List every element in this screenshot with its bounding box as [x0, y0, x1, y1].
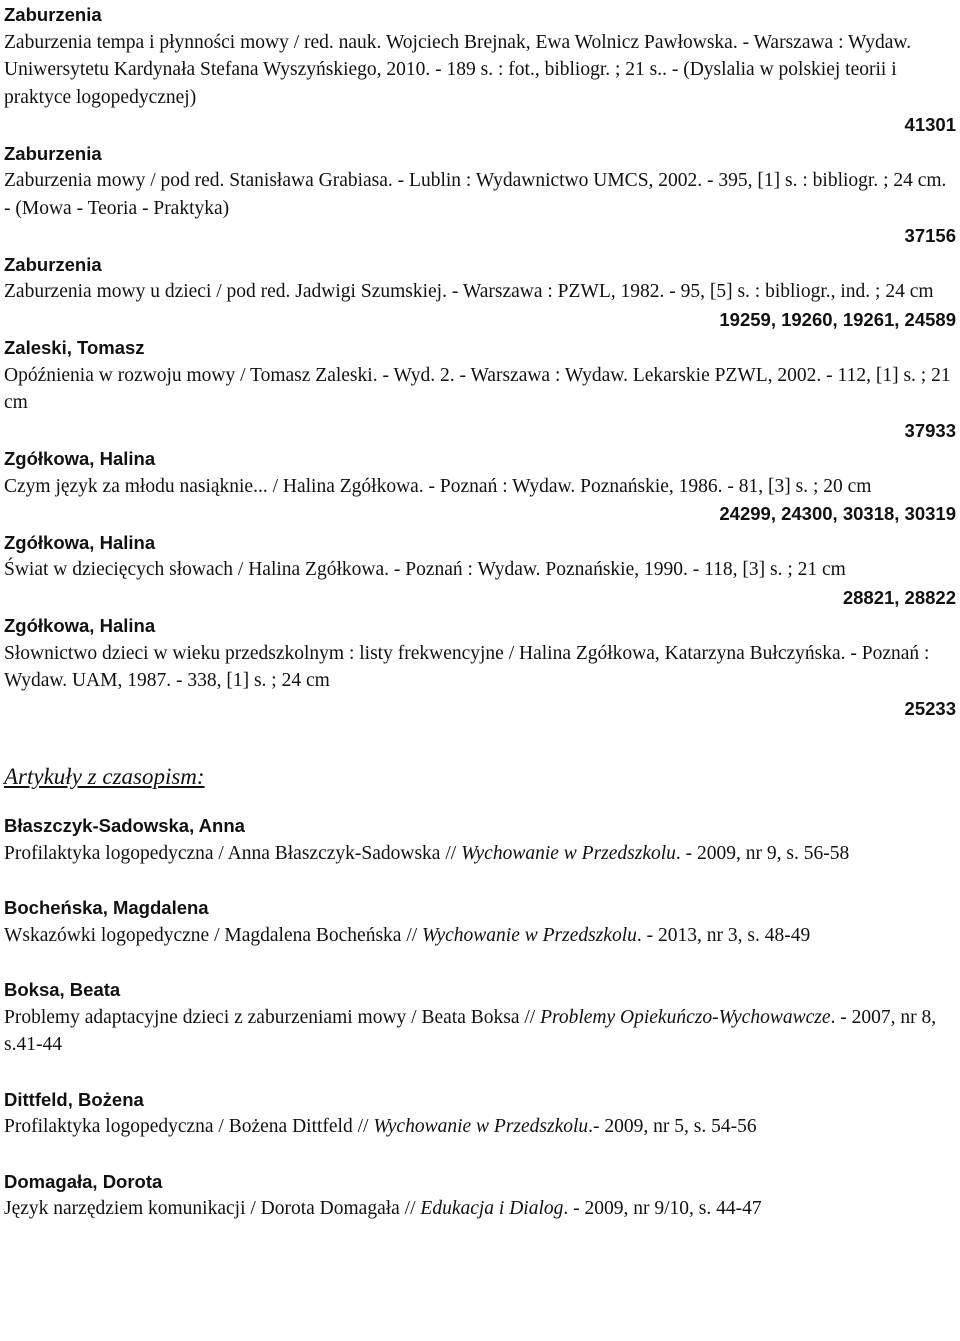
- journal-name: Edukacja i Dialog: [420, 1198, 564, 1219]
- book-signature: 19259, 19260, 19261, 24589: [719, 308, 956, 330]
- article-description: [4, 840, 956, 868]
- article-author: Bocheńska, Magdalena: [4, 897, 209, 918]
- journal-name: Problemy Opiekuńczo-Wychowawcze: [540, 1006, 831, 1028]
- journal-name: Wychowanie w Przedszkolu: [461, 842, 676, 864]
- book-description: Opóźnienia w rozwoju mowy / Tomasz Zaleski. - Wyd. 2. - Warszawa : Wydaw. Lekarskie PZWL, 2002. - 112, [1] s. ; 21 cm: [4, 364, 951, 413]
- book-entry: [4, 1, 956, 139]
- article-list: [4, 812, 956, 1223]
- book-description: Zaburzenia tempa i płynności mowy / red. nauk. Wojciech Brejnak, Ewa Wolnicz Pawłowska. - Warszawa : Wydaw. Uniwersytetu Kardynała Stefana Wyszyńskiego, 2010. - 189 s. : fot., bibliogr. ; 21 s.. - (Dyslalia w polskiej teorii i praktyce logopedycznej): [4, 31, 912, 108]
- article-description: [4, 922, 956, 950]
- article-description: [4, 1195, 956, 1223]
- book-signature: 25233: [904, 697, 956, 719]
- article-issue: . - 2007, nr 8, s.41-44: [4, 1006, 937, 1055]
- book-author: Zgółkowa, Halina: [4, 615, 156, 636]
- section-heading-articles: Artykuły z czasopism:: [4, 764, 205, 789]
- book-description: Świat w dziecięcych słowach / Halina Zgółkowa. - Poznań : Wydaw. Poznańskie, 1990. - 118, [3] s. ; 21 cm: [4, 559, 846, 580]
- article-title: Wskazówki logopedyczne / Magdalena Bocheńska //: [4, 924, 423, 946]
- journal-name: Wychowanie w Przedszkolu: [373, 1116, 589, 1137]
- article-author: Boksa, Beata: [4, 979, 121, 1000]
- article-title: Profilaktyka logopedyczna / Anna Błaszczyk-Sadowska //: [4, 842, 462, 864]
- book-signature: 37933: [904, 419, 956, 441]
- article-entry: [4, 1086, 956, 1141]
- article-author: Dittfeld, Bożena: [4, 1088, 144, 1110]
- book-author: Zaleski, Tomasz: [4, 337, 145, 358]
- article-issue: . - 2009, nr 9/10, s. 44-47: [563, 1198, 762, 1219]
- article-entry: [4, 894, 956, 949]
- book-description: Zaburzenia mowy u dzieci / pod red. Jadwigi Szumskiej. - Warszawa : PZWL, 1982. - 95, [5] s. : bibliogr., ind. ; 24 cm: [4, 281, 934, 302]
- article-description: [4, 1113, 956, 1141]
- journal-name: Wychowanie w Przedszkolu: [422, 924, 637, 946]
- book-entry: [4, 529, 956, 612]
- book-author: Zaburzenia: [4, 253, 102, 275]
- article-issue: . - 2009, nr 9, s. 56-58: [675, 842, 850, 864]
- article-issue: . - 2013, nr 3, s. 48-49: [636, 924, 811, 946]
- article-entry: [4, 976, 956, 1059]
- article-description: [4, 1004, 956, 1059]
- article-title: Profilaktyka logopedyczna / Bożena Dittfeld //: [4, 1116, 374, 1137]
- book-entry: [4, 445, 956, 528]
- book-description: Czym język za młodu nasiąknie... / Halina Zgółkowa. - Poznań : Wydaw. Poznańskie, 1986. - 81, [3] s. ; 20 cm: [4, 475, 872, 497]
- article-issue: .- 2009, nr 5, s. 54-56: [588, 1116, 757, 1137]
- article-title: Problemy adaptacyjne dzieci z zaburzeniami mowy / Beata Boksa //: [4, 1006, 541, 1028]
- book-entry: [4, 334, 956, 444]
- article-author: Domagała, Dorota: [4, 1170, 163, 1192]
- article-author: Błaszczyk-Sadowska, Anna: [4, 815, 245, 836]
- book-entry: [4, 140, 956, 250]
- book-signature: 41301: [904, 114, 956, 135]
- book-author: Zgółkowa, Halina: [4, 531, 156, 553]
- book-author: Zgółkowa, Halina: [4, 448, 156, 469]
- article-entry: [4, 812, 956, 867]
- article-entry: [4, 1168, 956, 1223]
- book-description: Zaburzenia mowy / pod red. Stanisława Grabiasa. - Lublin : Wydawnictwo UMCS, 2002. - 395, [1] s. : bibliogr. ; 24 cm. - (Mowa - Teoria - Praktyka): [4, 170, 947, 219]
- book-entry: [4, 612, 956, 722]
- book-list: [4, 1, 956, 722]
- article-title: Język narzędziem komunikacji / Dorota Domagała //: [4, 1198, 421, 1219]
- book-signature: 37156: [904, 225, 956, 246]
- book-author: Zaburzenia: [4, 4, 102, 25]
- book-signature: 24299, 24300, 30318, 30319: [719, 503, 956, 524]
- book-author: Zaburzenia: [4, 142, 102, 164]
- book-description: Słownictwo dzieci w wieku przedszkolnym : listy frekwencyjne / Halina Zgółkowa, Katarzyna Bułczyńska. - Poznań : Wydaw. UAM, 1987. - 338, [1] s. ; 24 cm: [4, 642, 930, 691]
- book-entry: [4, 251, 956, 334]
- book-signature: 28821, 28822: [842, 586, 956, 608]
